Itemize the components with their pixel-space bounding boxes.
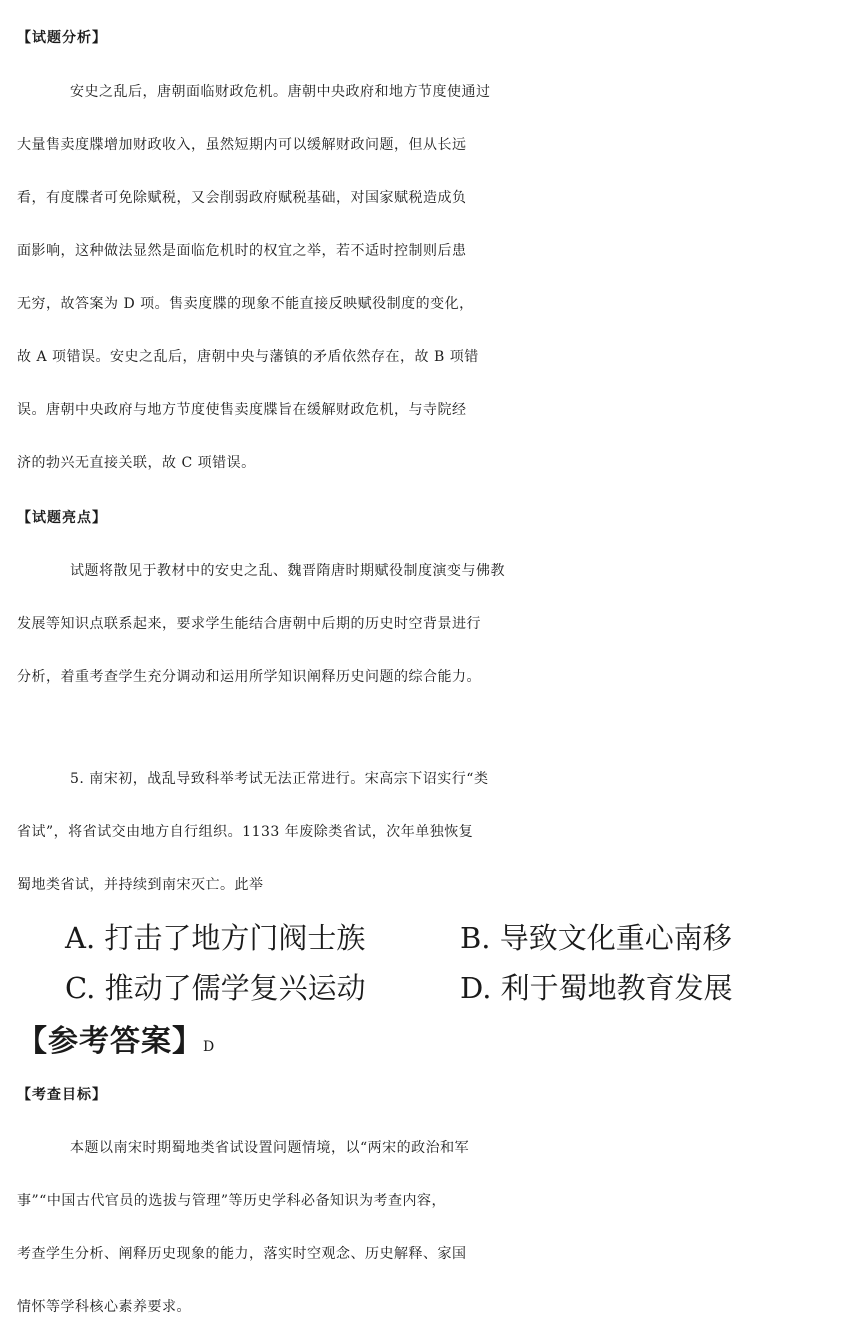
paragraph-line: 安史之乱后，唐朝面临财政危机。唐朝中央政府和地方节度使通过 — [70, 84, 491, 100]
question-stem-line: 蜀地类省试，并持续到南宋灭亡。此举 — [17, 877, 264, 893]
option-b: B. 导致文化重心南移 — [460, 921, 732, 955]
paragraph-line: 试题将散见于教材中的安史之乱、魏晋隋唐时期赋役制度演变与佛教 — [70, 563, 505, 579]
question-stem-line: 省试”，将省试交由地方自行组织。1133 年废除类省试，次年单独恢复 — [17, 824, 474, 840]
paragraph-line: 情怀等学科核心素养要求。 — [17, 1299, 191, 1315]
section-heading-objective: 【考查目标】 — [17, 1087, 107, 1103]
option-a: A. 打击了地方门阀士族 — [65, 921, 366, 955]
option-c: C. 推动了儒学复兴运动 — [65, 971, 366, 1005]
section-heading-highlights: 【试题亮点】 — [17, 510, 107, 526]
paragraph-line: 本题以南宋时期蜀地类省试设置问题情境，以“两宋的政治和军 — [70, 1140, 470, 1156]
paragraph-line: 看，有度牒者可免除赋税，又会削弱政府赋税基础，对国家赋税造成负 — [17, 190, 467, 206]
paragraph-line: 无穷，故答案为 D 项。售卖度牒的现象不能直接反映赋役制度的变化， — [17, 296, 474, 312]
paragraph-line: 分析，着重考查学生充分调动和运用所学知识阐释历史问题的综合能力。 — [17, 669, 481, 685]
answer-row — [0, 1018, 868, 1071]
paragraph-line: 故 A 项错误。安史之乱后，唐朝中央与藩镇的矛盾依然存在，故 B 项错 — [17, 349, 479, 365]
paragraph-line: 面影响，这种做法显然是面临危机时的权宜之举，若不适时控制则后患 — [17, 243, 467, 259]
answer-value: D — [203, 1039, 215, 1055]
paragraph-line: 大量售卖度牒增加财政收入，虽然短期内可以缓解财政问题，但从长远 — [17, 137, 467, 153]
paragraph-line: 发展等知识点联系起来，要求学生能结合唐朝中后期的历史时空背景进行 — [17, 616, 481, 632]
paragraph-line: 考查学生分析、阐释历史现象的能力，落实时空观念、历史解释、家国 — [17, 1246, 467, 1262]
paragraph-line: 济的勃兴无直接关联，故 C 项错误。 — [17, 455, 256, 471]
section-heading-analysis: 【试题分析】 — [17, 30, 107, 46]
question-stem-line: 5. 南宋初，战乱导致科举考试无法正常进行。宋高宗下诏实行“类 — [70, 771, 489, 787]
section-heading-answer: 【参考答案】 — [17, 1024, 203, 1059]
option-d: D. 利于蜀地教育发展 — [460, 971, 733, 1005]
paragraph-line: 误。唐朝中央政府与地方节度使售卖度牒旨在缓解财政危机，与寺院经 — [17, 402, 467, 418]
paragraph-line: 事”“中国古代官员的选拔与管理”等历史学科必备知识为考查内容， — [17, 1193, 446, 1209]
